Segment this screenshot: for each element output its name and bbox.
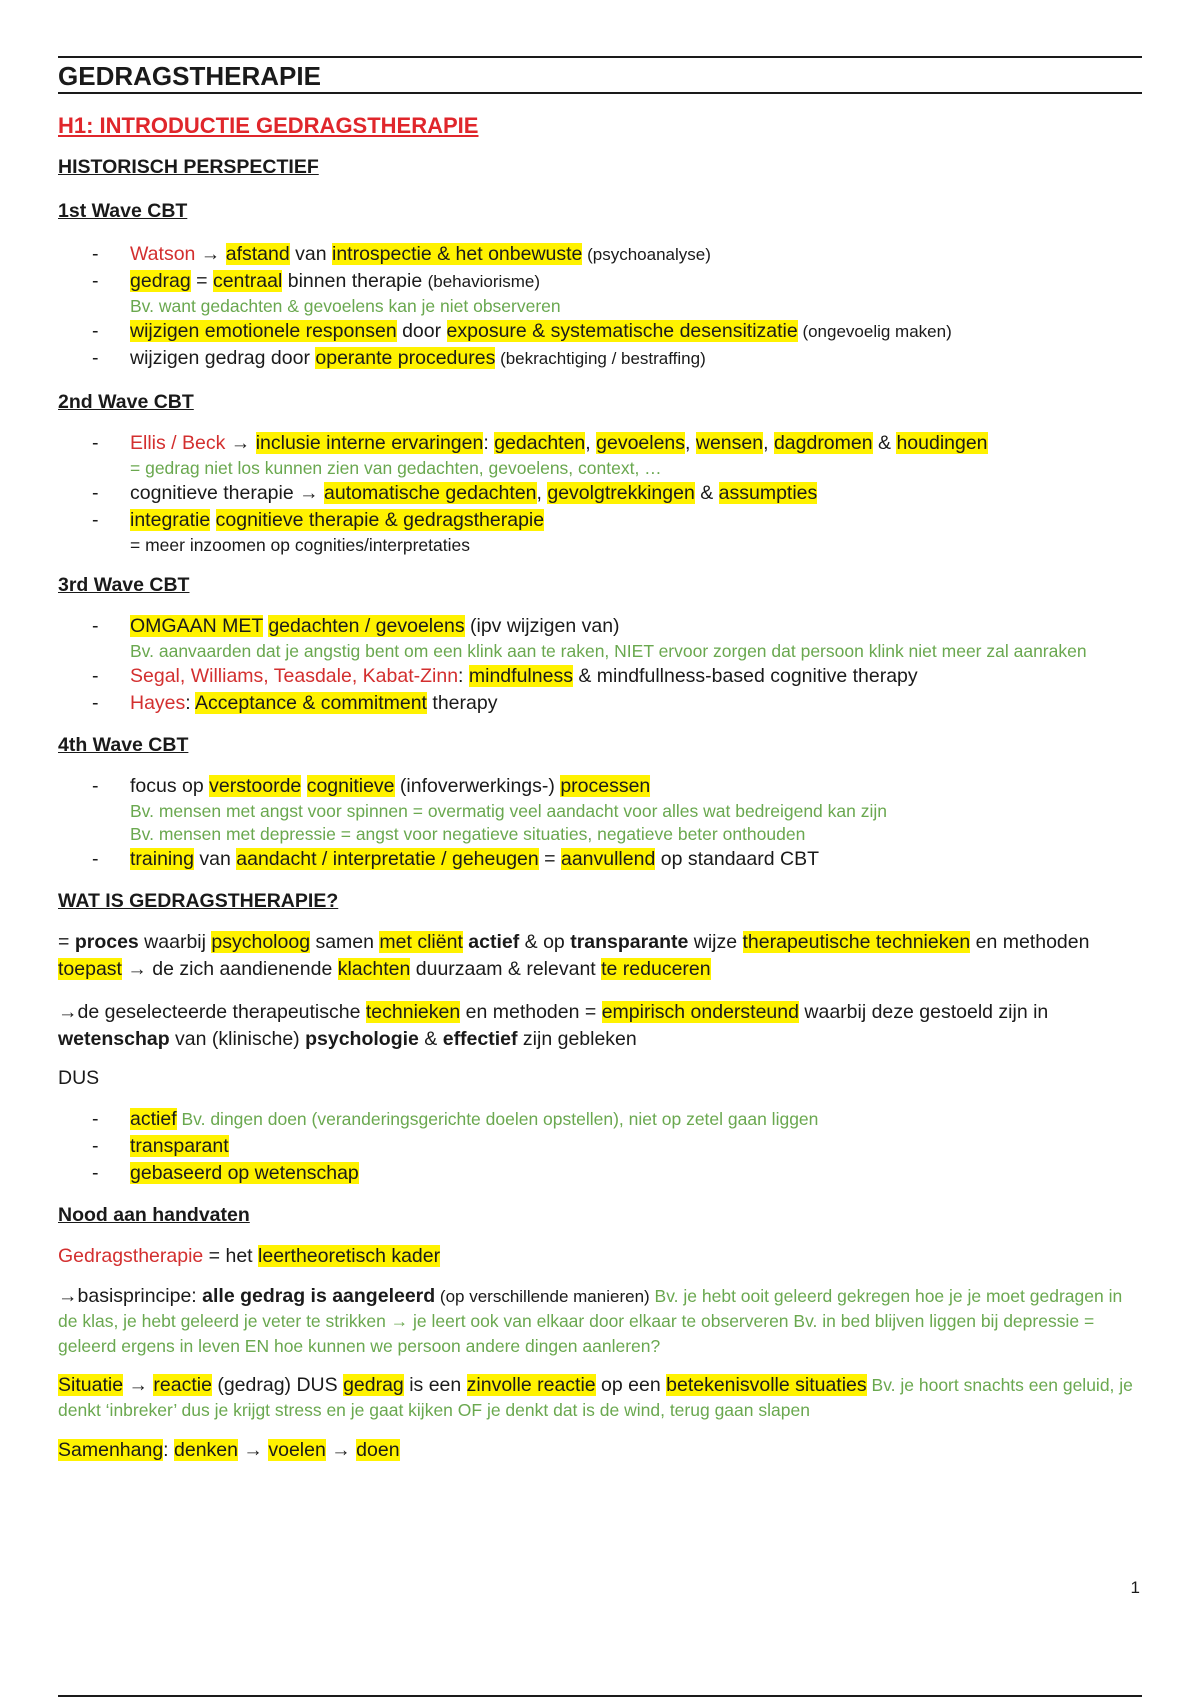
list-item: - Watson → afstand van introspectie & het onbewuste (psychoanalyse)	[58, 241, 1142, 268]
technique-paragraph: →de geselecteerde therapeutische technieken en methoden = empirisch ondersteund waarbij deze gestoeld zijn in wetenschap van (klinische) psychologie & effectief zijn gebleken	[58, 1001, 1049, 1050]
list-item: - transparant	[58, 1133, 1142, 1160]
example-note: Bv. want gedachten & gevoelens kan je niet observeren	[130, 296, 561, 316]
list-item: - training van aandacht / interpretatie / geheugen = aanvullend op standaard CBT	[58, 846, 1142, 873]
wave4-heading: 4th Wave CBT	[58, 734, 189, 756]
list-item: - gebaseerd op wetenschap	[58, 1160, 1142, 1187]
list-item: - wijzigen emotionele responsen door exposure & systematische desensitizatie (ongevoelig maken)	[58, 318, 1142, 345]
list-item: - actief Bv. dingen doen (veranderingsgerichte doelen opstellen), niet op zetel gaan liggen	[58, 1106, 1142, 1133]
chapter-heading: H1: INTRODUCTIE GEDRAGSTHERAPIE	[58, 113, 479, 138]
example-note: Bv. mensen met angst voor spinnen = overmatig veel aandacht voor alles wat bedreigend kan zijn	[130, 801, 887, 821]
nood-paragraph-1: Gedragstherapie = het leertheoretisch kader	[58, 1245, 441, 1267]
nood-paragraph-2: →basisprincipe: alle gedrag is aangeleerd (op verschillende manieren) Bv. je hebt ooit geleerd gekregen hoe je je moet gedragen in de klas, je hebt geleerd je veter te strikken → je leert ook van elkaar door elkaar te observeren Bv. in bed blijven liggen bij depressie = geleerd ergens in leven EN hoe kunnen we persoon andere dingen aanleren?	[58, 1285, 1123, 1356]
list-item: - wijzigen gedrag door operante procedures (bekrachtiging / bestraffing)	[58, 345, 1142, 372]
wave4-list-cont	[58, 846, 1142, 873]
list-item: - integratie cognitieve therapie & gedragstherapie	[58, 507, 1142, 534]
list-item: - gedrag = centraal binnen therapie (behaviorisme)	[58, 268, 1142, 295]
page-number: 1	[1130, 1578, 1140, 1597]
example-note: = gedrag niet los kunnen zien van gedachten, gevoelens, context, …	[130, 458, 662, 478]
dus-label: DUS	[58, 1067, 100, 1089]
list-item: - Hayes: Acceptance & commitment therapy	[58, 690, 1142, 717]
wave1-heading: 1st Wave CBT	[58, 200, 188, 222]
list-item: - Segal, Williams, Teasdale, Kabat-Zinn: mindfulness & mindfullness-based cognitive therapy	[58, 663, 1142, 690]
note: = meer inzoomen op cognities/interpretaties	[130, 535, 470, 555]
example-note: Bv. aanvaarden dat je angstig bent om een klink aan te raken, NIET ervoor zorgen dat persoon klink niet meer zal aanraken	[130, 641, 1087, 661]
wave4-list	[58, 773, 1142, 800]
section-heading-history: HISTORISCH PERSPECTIEF	[58, 156, 319, 178]
list-item: - cognitieve therapie → automatische gedachten, gevolgtrekkingen & assumpties	[58, 480, 1142, 507]
list-item: - focus op verstoorde cognitieve (infoverwerkings-) processen	[58, 773, 1142, 800]
wave2-list-cont	[58, 480, 1142, 534]
definition-paragraph: = proces waarbij psycholoog samen met cliënt actief & op transparante wijze therapeutische technieken en methoden toepast → de zich aandienende klachten duurzaam & relevant te reduceren	[58, 931, 1090, 980]
document-title: GEDRAGSTHERAPIE	[58, 61, 321, 91]
list-item: - Ellis / Beck → inclusie interne ervaringen: gedachten, gevoelens, wensen, dagdromen & houdingen	[58, 430, 1142, 457]
list-item: - OMGAAN MET gedachten / gevoelens (ipv wijzigen van)	[58, 613, 1142, 640]
nood-paragraph-3: Situatie → reactie (gedrag) DUS gedrag is een zinvolle reactie op een betekenisvolle situaties Bv. je hoort snachts een geluid, je denkt ‘inbreker’ dus je krijgt stress en je gaat kijken OF je denkt dat is de wind, terug gaan slapen	[58, 1374, 1133, 1420]
bottom-rule	[58, 1695, 1142, 1697]
dus-list	[58, 1106, 1142, 1187]
wave3-list-cont	[58, 663, 1142, 717]
example-note: Bv. mensen met depressie = angst voor negatieve situaties, negatieve beter onthouden	[130, 824, 806, 844]
nood-paragraph-4: Samenhang: denken → voelen → doen	[58, 1439, 400, 1461]
wave2-heading: 2nd Wave CBT	[58, 391, 194, 413]
wave2-list	[58, 430, 1142, 457]
nood-heading: Nood aan handvaten	[58, 1204, 250, 1226]
wave3-heading: 3rd Wave CBT	[58, 574, 190, 596]
wave1-list-cont	[58, 318, 1142, 372]
wave3-list	[58, 613, 1142, 640]
section-heading-what: WAT IS GEDRAGSTHERAPIE?	[58, 890, 339, 912]
document-page	[58, 56, 1142, 1464]
wave1-list	[58, 241, 1142, 295]
